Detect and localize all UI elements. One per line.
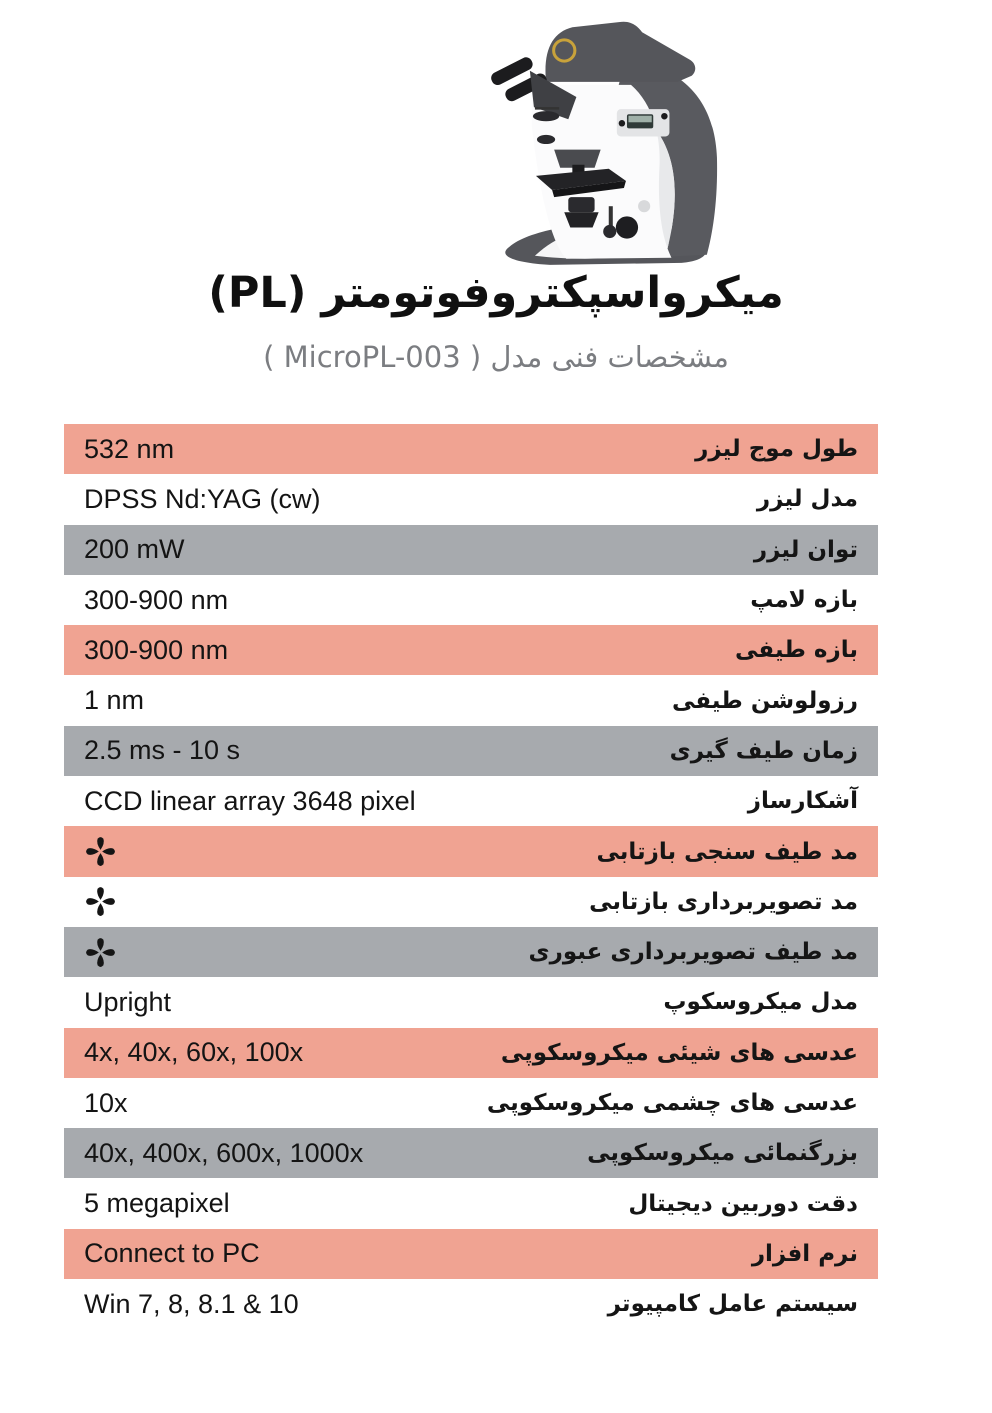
- page-title: میکرواسپکتروفوتومتر (PL): [208, 268, 784, 318]
- spec-label: مدل میکروسکوپ: [663, 989, 858, 1016]
- four-petal-asterisk-icon: [84, 885, 117, 918]
- spec-label: نرم افزار: [751, 1240, 858, 1267]
- spec-value: 532 nm: [84, 433, 175, 464]
- spec-label: مد طیف سنجی بازتابی: [596, 838, 858, 865]
- spec-table: [64, 424, 878, 1329]
- spec-value: Upright: [84, 986, 172, 1017]
- spec-value: 4x, 40x, 60x, 100x: [84, 1037, 304, 1068]
- spec-label: مدل لیزر: [756, 486, 858, 513]
- spec-value: 1 nm: [84, 685, 145, 716]
- spec-label: سیستم عامل کامپیوتر: [607, 1291, 858, 1318]
- spec-row: [64, 1028, 878, 1078]
- four-petal-asterisk-icon: [84, 936, 117, 969]
- spec-value: 10x: [84, 1087, 128, 1118]
- spec-row: [64, 1229, 878, 1279]
- spec-row: [64, 826, 878, 876]
- spec-label: زمان طیف گیری: [669, 737, 858, 764]
- four-petal-asterisk-icon: [84, 835, 117, 868]
- spec-value: Win 7, 8, 8.1 & 10: [84, 1288, 299, 1319]
- spec-row: [64, 776, 878, 826]
- spec-value: DPSS Nd:YAG (cw): [84, 483, 321, 514]
- spec-label: مد تصویربرداری بازتابی: [589, 888, 858, 915]
- spec-label: بازه لامپ: [750, 587, 858, 614]
- spec-value: 200 mW: [84, 534, 185, 565]
- spec-label: توان لیزر: [753, 536, 858, 563]
- spec-value: [84, 885, 117, 918]
- spec-value: 2.5 ms - 10 s: [84, 735, 241, 766]
- spec-label: بزرگنمائی میکروسکوپی: [587, 1140, 858, 1167]
- spec-row: [64, 675, 878, 725]
- spec-label: عدسی های چشمی میکروسکوپی: [486, 1090, 858, 1116]
- spec-label: طول موج لیزر: [695, 436, 858, 463]
- spec-row: [64, 1178, 878, 1228]
- spec-label: آشکارساز: [747, 788, 858, 815]
- spec-row: [64, 525, 878, 575]
- spec-value: 40x, 400x, 600x, 1000x: [84, 1137, 364, 1168]
- spec-row: [64, 977, 878, 1027]
- spec-label: عدسی های شیئی میکروسکوپی: [500, 1039, 858, 1066]
- spec-value: 300-900 nm: [84, 584, 229, 615]
- spec-value: CCD linear array 3648 pixel: [84, 785, 416, 816]
- spec-value: 5 megapixel: [84, 1188, 230, 1219]
- spec-row: [64, 1279, 878, 1329]
- spec-row: [64, 474, 878, 524]
- spec-row: [64, 575, 878, 625]
- spec-value: [84, 835, 117, 868]
- spec-value: [84, 936, 117, 969]
- spec-row: [64, 1128, 878, 1178]
- spec-row: [64, 424, 878, 474]
- spec-row: [64, 927, 878, 977]
- spec-label: بازه طیفی: [735, 637, 858, 664]
- microscope-image: [478, 8, 784, 276]
- spec-row: [64, 1078, 878, 1128]
- spec-row: [64, 625, 878, 675]
- spec-label: مد طیف تصویربرداری عبوری: [528, 939, 858, 966]
- spec-label: دقت دوربین دیجیتال: [628, 1190, 858, 1217]
- spec-label: رزولوشن طیفی: [671, 687, 858, 714]
- page-subtitle: مشخصات فنی مدل ( MicroPL-003 ): [263, 340, 729, 374]
- microscope-illustration: [478, 8, 784, 276]
- spec-row: [64, 726, 878, 776]
- spec-row: [64, 877, 878, 927]
- spec-value: 300-900 nm: [84, 634, 229, 665]
- spec-value: Connect to PC: [84, 1238, 260, 1269]
